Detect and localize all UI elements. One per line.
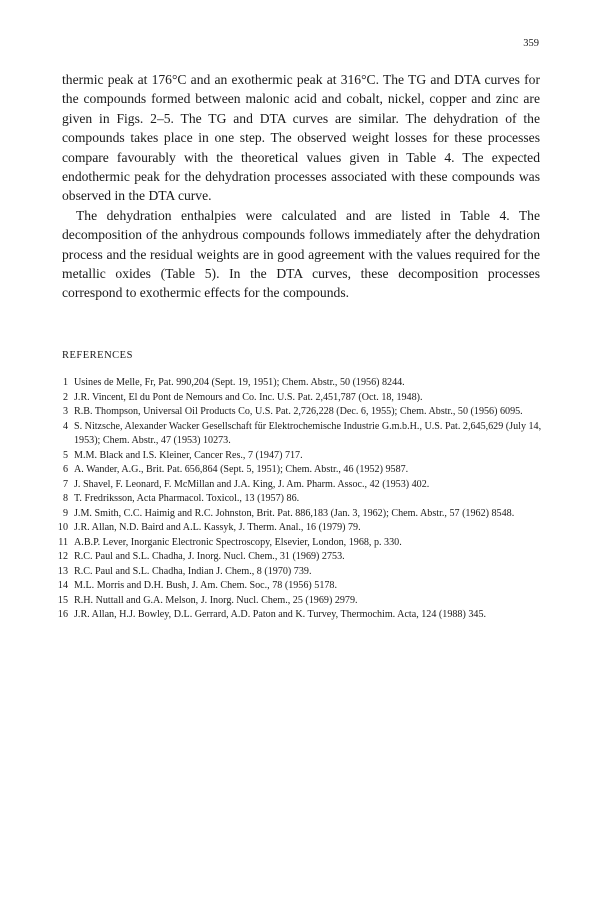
reference-number: 13: [57, 565, 68, 577]
reference-item: [52, 405, 542, 420]
reference-text: R.C. Paul and S.L. Chadha, J. Inorg. Nucl. Chem., 31 (1969) 2753.: [74, 551, 345, 562]
reference-number: 6: [62, 464, 68, 475]
reference-number: 3: [62, 406, 68, 417]
reference-item: [52, 507, 542, 522]
reference-number: 4: [62, 420, 68, 432]
reference-text: A.B.P. Lever, Inorganic Electronic Spectroscopy, Elsevier, London, 1968, p. 330.: [74, 536, 402, 548]
reference-item: [52, 565, 542, 580]
reference-text: J. Shavel, F. Leonard, F. McMillan and J.A. King, J. Am. Pharm. Assoc., 42 (1953) 402.: [74, 478, 430, 490]
reference-item: [52, 391, 542, 406]
reference-item: [52, 478, 542, 493]
reference-item: [52, 536, 542, 551]
reference-text: J.R. Allan, N.D. Baird and A.L. Kassyk, J. Therm. Anal., 16 (1979) 79.: [74, 522, 361, 533]
reference-number: 5: [62, 449, 68, 461]
reference-item: [52, 550, 542, 565]
reference-text: M.L. Morris and D.H. Bush, J. Am. Chem. Soc., 78 (1956) 5178.: [74, 580, 337, 591]
reference-number: 7: [62, 478, 68, 490]
reference-item: [52, 608, 542, 623]
reference-text: J.R. Vincent, El du Pont de Nemours and Co. Inc. U.S. Pat. 2,451,787 (Oct. 18, 1948).: [74, 391, 423, 403]
reference-item: [52, 579, 542, 594]
reference-number: 8: [62, 493, 68, 504]
reference-text: M.M. Black and I.S. Kleiner, Cancer Res., 7 (1947) 717.: [74, 449, 303, 461]
reference-text: J.M. Smith, C.C. Haimig and R.C. Johnston, Brit. Pat. 886,183 (Jan. 3, 1962); Chem. Abstr., 57 (1962) 8548.: [74, 507, 515, 519]
reference-number: 15: [57, 594, 68, 606]
reference-number: 14: [57, 580, 68, 591]
reference-text: R.C. Paul and S.L. Chadha, Indian J. Chem., 8 (1970) 739.: [74, 565, 312, 577]
reference-text: T. Fredriksson, Acta Pharmacol. Toxicol., 13 (1957) 86.: [74, 493, 300, 504]
reference-number: 10: [57, 522, 68, 533]
reference-number: 9: [62, 507, 68, 519]
reference-text: R.B. Thompson, Universal Oil Products Co, U.S. Pat. 2,726,228 (Dec. 6, 1955); Chem. Abstr., 50 (1956) 6095.: [74, 406, 523, 417]
paragraph: thermic peak at 176°C and an exothermic peak at 316°C. The TG and DTA curves for the compounds formed between malonic acid and cobalt, nickel, copper and zinc are given in Figs. 2–5. The TG and DTA curves are similar. The dehydration of the compounds takes place in one step. The observed weight losses for these processes compare favourably with the theoretical values given in Table 4. The expected endothermic peak for the dehydration processes associated with these compounds was observed in the DTA curve.: [62, 72, 540, 204]
reference-number: 11: [58, 536, 68, 548]
references-heading: REFERENCES: [62, 350, 133, 361]
reference-item: [52, 420, 542, 449]
reference-item: [52, 376, 542, 391]
reference-number: 2: [62, 391, 68, 403]
reference-text: A. Wander, A.G., Brit. Pat. 656,864 (Sept. 5, 1951); Chem. Abstr., 46 (1952) 9587.: [74, 464, 409, 475]
reference-item: [52, 521, 542, 536]
reference-item: [52, 463, 542, 478]
reference-item: [52, 594, 542, 609]
reference-item: [52, 492, 542, 507]
reference-text: R.H. Nuttall and G.A. Melson, J. Inorg. Nucl. Chem., 25 (1969) 2979.: [74, 594, 358, 606]
reference-text: Usines de Melle, Fr, Pat. 990,204 (Sept. 19, 1951); Chem. Abstr., 50 (1956) 8244.: [74, 377, 405, 388]
reference-number: 1: [62, 377, 68, 388]
page-number: 359: [523, 38, 539, 49]
body-text: [62, 70, 540, 303]
reference-text: S. Nitzsche, Alexander Wacker Gesellschaft für Elektrochemische Industrie G.m.b.H., U.S. Pat. 2,645,629 (July 14, 1953); Chem. Abstr., 47 (1953) 10273.: [74, 420, 542, 446]
reference-text: J.R. Allan, H.J. Bowley, D.L. Gerrard, A.D. Paton and K. Turvey, Thermochim. Acta, 124 (1988) 345.: [74, 609, 487, 620]
reference-number: 16: [57, 609, 68, 620]
paragraph: The dehydration enthalpies were calculated and are listed in Table 4. The decomposition of the anhydrous compounds follows immediately after the dehydration process and the residual weights are in good agreement with the values required for the metallic oxides (Table 5). In the DTA curves, these decomposition processes correspond to exothermic effects for the compounds.: [62, 207, 540, 301]
reference-item: [52, 449, 542, 464]
reference-number: 12: [57, 551, 68, 562]
references-list: [52, 376, 542, 623]
